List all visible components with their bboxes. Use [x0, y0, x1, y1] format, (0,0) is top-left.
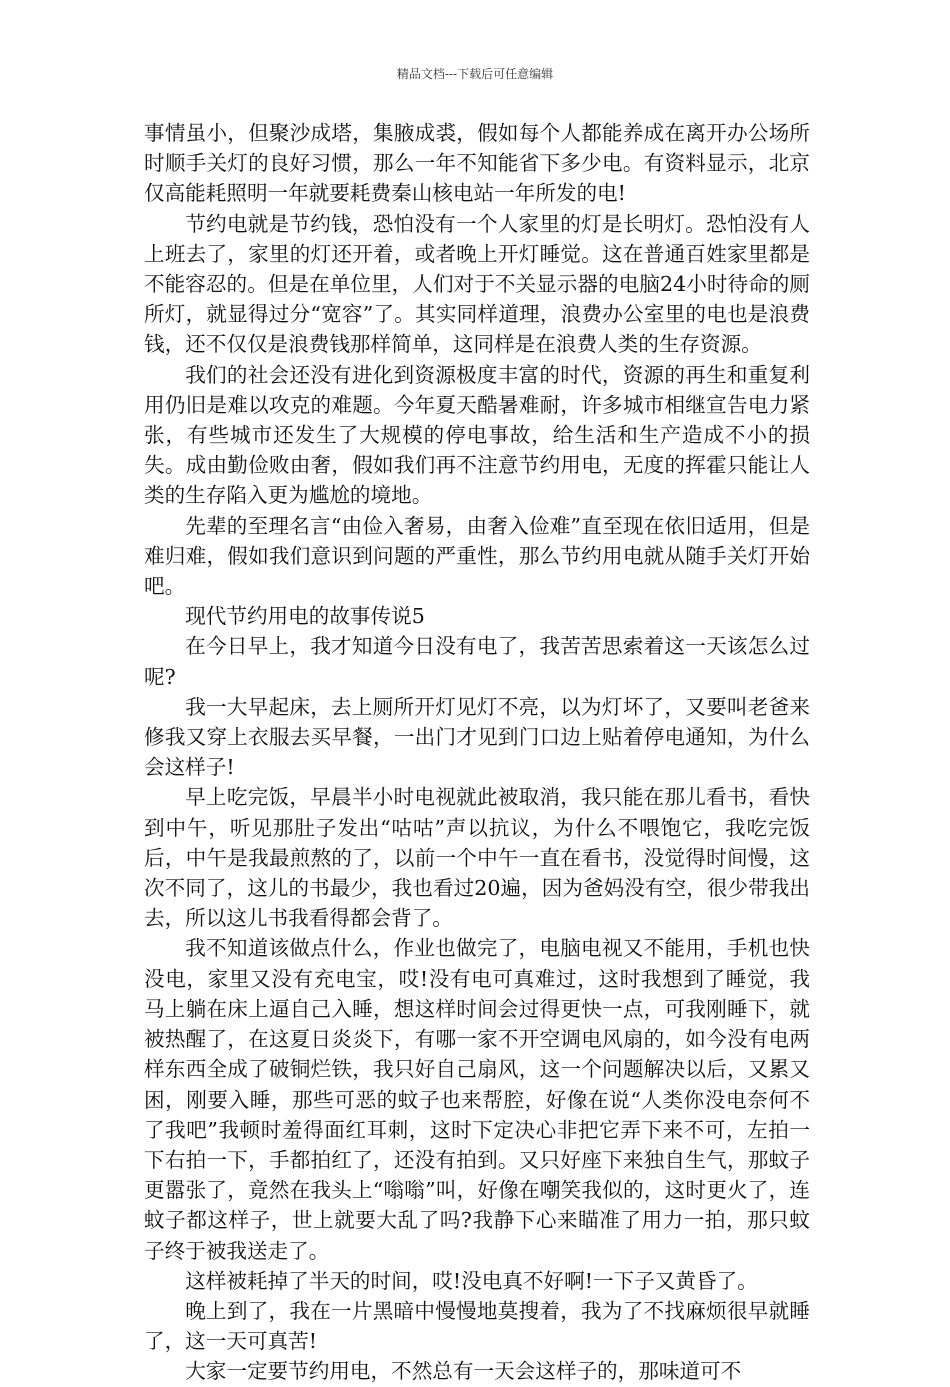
paragraph: 早上吃完饭，早晨半小时电视就此被取消，我只能在那儿看书，看快到中午，听见那肚子发出“咕咕”声以抗议，为什么不喂饱它，我吃完饭后，中午是我最煎熬的了，以前一个中午一直在看书，没觉得时间慢，这次不同了，这儿的书最少，我也看过20遍，因为爸妈没有空，很少带我出去，所以这儿书我看得都会背了。: [144, 785, 810, 931]
paragraph: 事情虽小，但聚沙成塔，集腋成裘，假如每个人都能养成在离开办公场所时顺手关灯的良好习惯，那么一年不知能省下多少电。有资料显示，北京仅高能耗照明一年就要耗费秦山核电站一年所发的电!: [144, 121, 810, 206]
section-heading: 现代节约用电的故事传说5: [185, 604, 425, 629]
paragraph: 节约电就是节约钱，恐怕没有一个人家里的灯是长明灯。恐怕没有人上班去了，家里的灯还开着，或者晚上开灯睡觉。这在普通百姓家里都是不能容忍的。但是在单位里，人们对于不关显示器的电脑24小时待命的厕所灯，就显得过分“宽容”了。其实同样道理，浪费办公室里的电也是浪费钱，还不仅仅是浪费钱那样简单，这同样是在浪费人类的生存资源。: [144, 211, 810, 357]
paragraph: 晚上到了，我在一片黑暗中慢慢地莫搜着，我为了不找麻烦很早就睡了，这一天可真苦!: [144, 1298, 810, 1354]
paragraph: 我们的社会还没有进化到资源极度丰富的时代，资源的再生和重复利用仍旧是难以攻克的难题。今年夏天酷暑难耐，许多城市相继宣告电力紧张，有些城市还发生了大规模的停电事故，给生活和生产造成不小的损失。成由勤俭败由奢，假如我们再不注意节约用电，无度的挥霍只能让人类的生存陷入更为尴尬的境地。: [144, 362, 810, 508]
paragraph: 大家一定要节约用电，不然总有一天会这样子的，那味道可不: [185, 1359, 742, 1384]
paragraph: 在今日早上，我才知道今日没有电了，我苦苦思索着这一天该怎么过呢?: [144, 634, 810, 689]
paragraph: 这样被耗掉了半天的时间，哎!没电真不好啊!一下子又黄昏了。: [185, 1268, 758, 1293]
paragraph: 先辈的至理名言“由俭入奢易，由奢入俭难”直至现在依旧适用，但是难归难，假如我们意识到问题的严重性，那么节约用电就从随手关灯开始吧。: [144, 513, 810, 599]
paragraph: 我不知道该做点什么，作业也做完了，电脑电视又不能用，手机也快没电，家里又没有充电宝，哎!没有电可真难过，这时我想到了睡觉，我马上躺在床上逼自己入睡，想这样时间会过得更快一点，可我刚睡下，就被热醒了，在这夏日炎炎下，有哪一家不开空调电风扇的，如今没有电两样东西全成了破铜烂铁，我只好自己扇风，这一个问题解决以后，又累又困，刚要入睡，那些可恶的蚊子也来帮腔，好像在说“人类你没电奈何不了我吧”我顿时羞得面红耳刺，这时下定决心非把它弄下来不可，左拍一下右拍一下，手都拍红了，还没有拍到。又只好座下来独自生气，那蚊子更嚣张了，竟然在我头上“嗡嗡”叫，好像在嘲笑我似的，这时更火了，连蚊子都这样子，世上就要大乱了吗?我静下心来瞄准了用力一拍，那只蚊子终于被我送走了。: [144, 936, 810, 1263]
page-header: 精品文档---下载后可任意编辑: [396, 67, 554, 81]
paragraph: 我一大早起床，去上厕所开灯见灯不亮，以为灯坏了，又要叫老爸来修我又穿上衣服去买早餐，一出门才见到门口边上贴着停电通知，为什么会这样子!: [144, 694, 810, 780]
document-body: [144, 118, 810, 1387]
